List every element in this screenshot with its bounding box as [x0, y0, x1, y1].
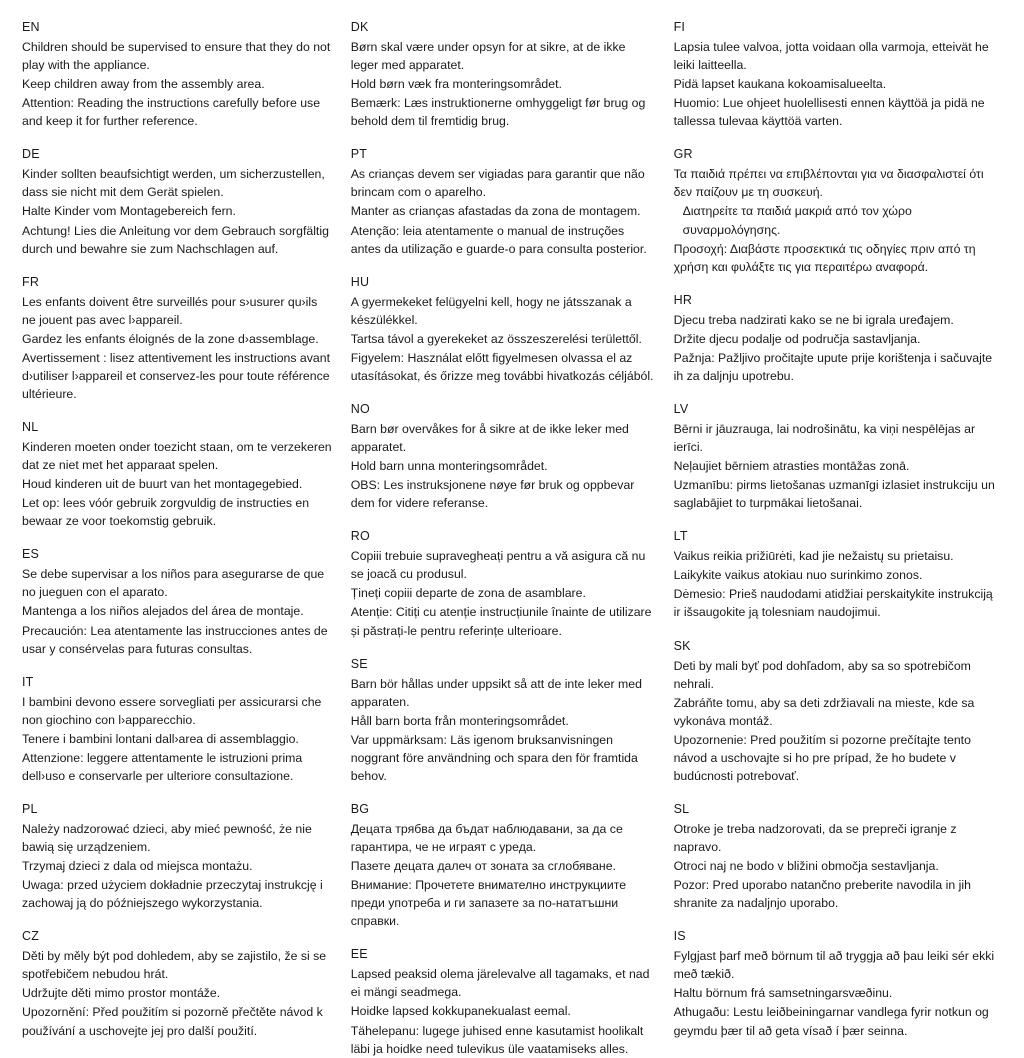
instruction-line: Tenere i bambini lontani dall›area di assemblaggio.	[22, 731, 299, 746]
instruction-lines	[351, 420, 656, 512]
instruction-line: Bemærk: Læs instruktionerne omhyggeligt før brug og behold dem til fremtidig brug.	[350, 96, 646, 129]
instruction-line: Bērni ir jāuzrauga, lai nodrošinātu, ka viņi nespēlējas ar ierīci.	[673, 421, 976, 454]
instruction-line: Haltu börnum frá samsetningarsvæðinu.	[673, 986, 893, 1001]
instruction-lines	[674, 311, 998, 385]
instruction-lines	[22, 293, 333, 403]
instruction-line: Keep children away from the assembly area.	[22, 77, 265, 92]
instruction-line: Zabráňte tomu, aby sa deti zdržiavali na mieste, kde sa vykonáva montáž.	[673, 695, 975, 728]
language-block-fi	[674, 20, 998, 130]
language-block-sl	[674, 802, 998, 912]
language-code: SK	[673, 638, 691, 653]
language-block-bg	[351, 802, 656, 930]
language-block-sk	[674, 639, 998, 785]
instruction-line: Διατηρείτε τα παιδιά μακριά από τον χώρο συναρμολόγησης.	[682, 204, 912, 237]
instruction-line: Hoidke lapsed kokkupanekualast eemal.	[350, 1004, 571, 1019]
language-code: LT	[673, 529, 688, 544]
language-block-cz	[22, 929, 333, 1039]
language-block-it	[22, 675, 333, 785]
language-code: EN	[22, 20, 40, 34]
instruction-line: Var uppmärksam: Läs igenom bruksanvisningen noggrant före användning och spara den för framtida behov.	[350, 732, 638, 783]
language-code: EE	[350, 947, 368, 962]
instruction-line: Vaikus reikia prižiūrėti, kad jie nežaistų su prietaisu.	[673, 549, 954, 564]
language-code: GR	[673, 147, 693, 162]
instruction-line: Lapsia tulee valvoa, jotta voidaan olla varmoja, etteivät he leiki laitteella.	[673, 40, 989, 73]
language-block-nl	[22, 420, 333, 530]
instruction-lines	[351, 820, 656, 930]
instruction-line: Djecu treba nadzirati kako se ne bi igrala uređajem.	[673, 312, 954, 327]
instruction-line: I bambini devono essere sorvegliati per assicurarsi che non giochino con l›apparecchio.	[22, 694, 322, 727]
instruction-line: Let op: lees vóór gebruik zorgvuldig de instructies en bewaar ze voor toekomstig gebruik.	[22, 496, 310, 529]
language-block-hr	[674, 293, 998, 385]
instruction-line: Barn bör hållas under uppsikt så att de inte leker med apparaten.	[350, 676, 642, 709]
instruction-lines	[674, 947, 998, 1039]
instruction-line: Dėmesio: Prieš naudodami atidžiai perskaitykite instrukciją ir išsaugokite ją tolesniam naudojimui.	[673, 587, 993, 620]
instruction-lines	[22, 820, 333, 912]
instruction-lines	[22, 693, 333, 785]
language-code: CZ	[22, 929, 40, 944]
language-code: SL	[673, 801, 690, 816]
instruction-lines	[674, 547, 998, 621]
language-code: HU	[350, 274, 370, 289]
instruction-lines	[351, 965, 656, 1057]
language-column-2	[351, 20, 674, 1058]
instruction-line: Neļaujiet bērniem atrasties montāžas zonā.	[673, 459, 910, 474]
instruction-line: Kinderen moeten onder toezicht staan, om te verzekeren dat ze niet met het apparaat spelen.	[22, 440, 332, 473]
instruction-line: Children should be supervised to ensure that they do not play with the appliance.	[22, 40, 331, 73]
instruction-line: Пазете децата далеч от зоната за сглобяване.	[350, 859, 616, 874]
instruction-line: Lapsed peaksid olema järelevalve all tagamaks, et nad ei mängi seadmega.	[350, 967, 650, 1000]
instruction-line: Pažnja: Pažljivo pročitajte upute prije korištenja i sačuvajte ih za daljnju upotrebu.	[673, 350, 993, 383]
instruction-line: Attenzione: leggere attentamente le istruzioni prima dell›uso e conservarle per ulteriore consultazione.	[22, 750, 303, 783]
instruction-line: Držite djecu podalje od područja sastavljanja.	[673, 331, 921, 346]
instruction-line: Hold barn unna monteringsområdet.	[350, 459, 548, 474]
instruction-line: Børn skal være under opsyn for at sikre, at de ikke leger med apparatet.	[350, 40, 626, 73]
language-block-se	[351, 657, 656, 785]
instruction-line: Deti by mali byť pod dohľadom, aby sa so spotrebičom nehrali.	[673, 658, 971, 691]
language-code: SE	[350, 656, 368, 671]
instruction-line: As crianças devem ser vigiadas para garantir que não brincam com o aparelho.	[350, 167, 645, 200]
instruction-line: Внимание: Прочетете внимателно инструкциите преди употреба и ги запазете за по-нататъшни справки.	[350, 878, 627, 929]
instruction-line: Se debe supervisar a los niños para asegurarse de que no jueguen con el aparato.	[22, 567, 325, 600]
instruction-line: Barn bør overvåkes for å sikre at de ikke leker med apparatet.	[350, 421, 629, 454]
language-block-pt	[351, 147, 656, 257]
instruction-line: Tartsa távol a gyerekeket az összeszerelési területtől.	[350, 331, 642, 346]
instruction-line: Halte Kinder vom Montagebereich fern.	[22, 204, 236, 219]
language-code: ES	[22, 547, 40, 562]
language-code: FR	[22, 274, 40, 289]
instruction-line: Figyelem: Használat előtt figyelmesen olvassa el az utasításokat, és őrizze meg további hivatkozás céljából.	[350, 350, 654, 383]
language-block-fr	[22, 275, 333, 403]
language-column-1	[22, 20, 351, 1040]
instruction-lines	[674, 165, 998, 275]
instruction-line: A gyermekeket felügyelni kell, hogy ne játsszanak a készülékkel.	[350, 294, 632, 327]
instruction-line: Trzymaj dzieci z dala od miejsca montażu.	[22, 859, 253, 874]
instruction-line: OBS: Les instruksjonene nøye før bruk og oppbevar dem for videre referanse.	[350, 478, 635, 511]
language-code: RO	[350, 529, 370, 544]
instruction-line: Gardez les enfants éloignés de la zone d›assemblage.	[22, 331, 319, 346]
language-block-hu	[351, 275, 656, 385]
instruction-lines	[674, 820, 998, 912]
language-code: FI	[673, 20, 686, 34]
instruction-lines	[22, 438, 333, 530]
instruction-lines	[351, 293, 656, 385]
instruction-line: Laikykite vaikus atokiau nuo surinkimo zonos.	[673, 568, 923, 583]
instruction-line: Precaución: Lea atentamente las instrucciones antes de usar y consérvelas para futuras consultas.	[22, 623, 328, 656]
instruction-line: Athugaðu: Lestu leiðbeiningarnar vandlega fyrir notkun og geymdu þær til að geta vísað í þær seinna.	[673, 1005, 989, 1038]
language-block-pl	[22, 802, 333, 912]
instruction-line: Attention: Reading the instructions carefully before use and keep it for further reference.	[22, 96, 321, 129]
instruction-line: Děti by měly být pod dohledem, aby se zajistilo, že si se spotřebičem nebudou hrát.	[22, 949, 327, 982]
language-code: PT	[350, 147, 368, 162]
instruction-line: Manter as crianças afastadas da zona de montagem.	[350, 204, 641, 219]
language-code: LV	[673, 401, 689, 416]
instruction-line: Upozornenie: Pred použitím si pozorne prečítajte tento návod a uschovajte si ho pre prípad, že ho budete v budúcnosti potrebovať.	[673, 732, 971, 783]
instruction-line: Kinder sollten beaufsichtigt werden, um sicherzustellen, dass sie nicht mit dem Gerät spielen.	[22, 167, 325, 200]
instruction-line: Pidä lapset kaukana kokoamisalueelta.	[673, 77, 887, 92]
instruction-line: Otroke je treba nadzorovati, da se prepreči igranje z napravo.	[673, 821, 957, 854]
instruction-line: Tähelepanu: lugege juhised enne kasutamist hoolikalt läbi ja hoidke need tulevikus üle vaatamiseks alles.	[350, 1023, 644, 1056]
instruction-line: Hold børn væk fra monteringsområdet.	[350, 77, 562, 92]
instruction-line: Țineți copiii departe de zona de asamblare.	[350, 586, 586, 601]
instruction-line: Achtung! Lies die Anleitung vor dem Gebrauch sorgfältig durch und bewahre sie zum Nachschlagen auf.	[22, 223, 329, 256]
instruction-lines	[22, 38, 333, 130]
instruction-lines	[674, 38, 998, 130]
instruction-line: Należy nadzorować dzieci, aby mieć pewność, że nie bawią się urządzeniem.	[22, 821, 312, 854]
language-block-ee	[351, 947, 656, 1057]
language-code: NO	[350, 401, 370, 416]
instruction-line: Otroci naj ne bodo v bližini območja sestavljanja.	[673, 859, 939, 874]
language-block-ro	[351, 529, 656, 639]
language-block-es	[22, 547, 333, 657]
instruction-lines	[22, 947, 333, 1039]
instruction-line: Τα παιδιά πρέπει να επιβλέπονται για να διασφαλιστεί ότι δεν παίζουν με τη συσκευή.	[673, 167, 984, 200]
language-block-no	[351, 402, 656, 512]
instruction-line: Mantenga a los niños alejados del área de montaje.	[22, 604, 304, 619]
instruction-line: Atenție: Citiți cu atenție instrucțiunile înainte de utilizare și păstrați-le pentru referințe ulterioare.	[350, 605, 652, 638]
instruction-line: Huomio: Lue ohjeet huolellisesti ennen käyttöä ja pidä ne tallessa tulevaa käyttöä varten.	[673, 96, 985, 129]
instruction-lines	[351, 165, 656, 257]
language-block-lt	[674, 529, 998, 621]
language-code: DE	[22, 147, 40, 162]
language-code: PL	[22, 801, 38, 816]
language-code: BG	[350, 801, 370, 816]
instruction-line: Houd kinderen uit de buurt van het montagegebied.	[22, 477, 303, 492]
language-column-3	[674, 20, 1002, 1040]
instruction-line: Avertissement : lisez attentivement les instructions avant d›utiliser l›appareil et conservez-les pour toute référence ultérieure.	[22, 350, 331, 401]
instruction-lines	[674, 657, 998, 785]
language-code: DK	[350, 20, 369, 34]
instruction-line: Håll barn borta från monteringsområdet.	[350, 713, 569, 728]
instruction-lines	[351, 38, 656, 130]
instruction-line: Uzmanību: pirms lietošanas uzmanīgi izlasiet instrukciju un saglabājiet to turpmākai lietošanai.	[673, 478, 995, 511]
instruction-lines	[351, 675, 656, 785]
language-code: NL	[22, 420, 39, 434]
instruction-line: Προσοχή: Διαβάστε προσεκτικά τις οδηγίες πριν από τη χρήση και φυλάξτε τις για περαιτέρω αναφορά.	[673, 241, 976, 274]
instruction-lines	[22, 565, 333, 657]
language-block-en	[22, 20, 333, 130]
language-block-is	[674, 929, 998, 1039]
language-code: IS	[673, 929, 686, 944]
instruction-line: Uwaga: przed użyciem dokładnie przeczytaj instrukcję i zachowaj ją do późniejszego wykorzystania.	[22, 878, 323, 911]
instruction-line: Atenção: leia atentamente o manual de instruções antes da utilização e guarde-o para consulta posterior.	[350, 223, 647, 256]
instruction-line: Udržujte děti mimo prostor montáže.	[22, 986, 221, 1001]
instruction-lines	[351, 547, 656, 639]
instruction-line: Децата трябва да бъдат наблюдавани, за да се гарантира, че не играят с уреда.	[350, 821, 623, 854]
instruction-line: Pozor: Pred uporabo natančno preberite navodila in jih shranite za nadaljnjo uporabo.	[673, 878, 971, 911]
instruction-line: Fylgjast þarf með börnum til að tryggja að þau leiki sér ekki með tækið.	[673, 949, 995, 982]
instruction-lines	[22, 165, 333, 257]
language-block-lv	[674, 402, 998, 512]
language-block-dk	[351, 20, 656, 130]
instruction-line: Les enfants doivent être surveillés pour s›usurer qu›ils ne jouent pas avec l›appareil.	[22, 294, 318, 327]
language-block-gr	[674, 147, 998, 275]
instruction-line: Upozornění: Před použitím si pozorně přečtěte návod k používání a uschovejte jej pro další použití.	[22, 1005, 323, 1038]
instruction-lines	[674, 420, 998, 512]
language-code: IT	[22, 674, 34, 689]
instruction-line: Copiii trebuie supravegheați pentru a vă asigura că nu se joacă cu produsul.	[350, 549, 646, 582]
language-block-de	[22, 147, 333, 257]
language-code: HR	[673, 292, 693, 307]
